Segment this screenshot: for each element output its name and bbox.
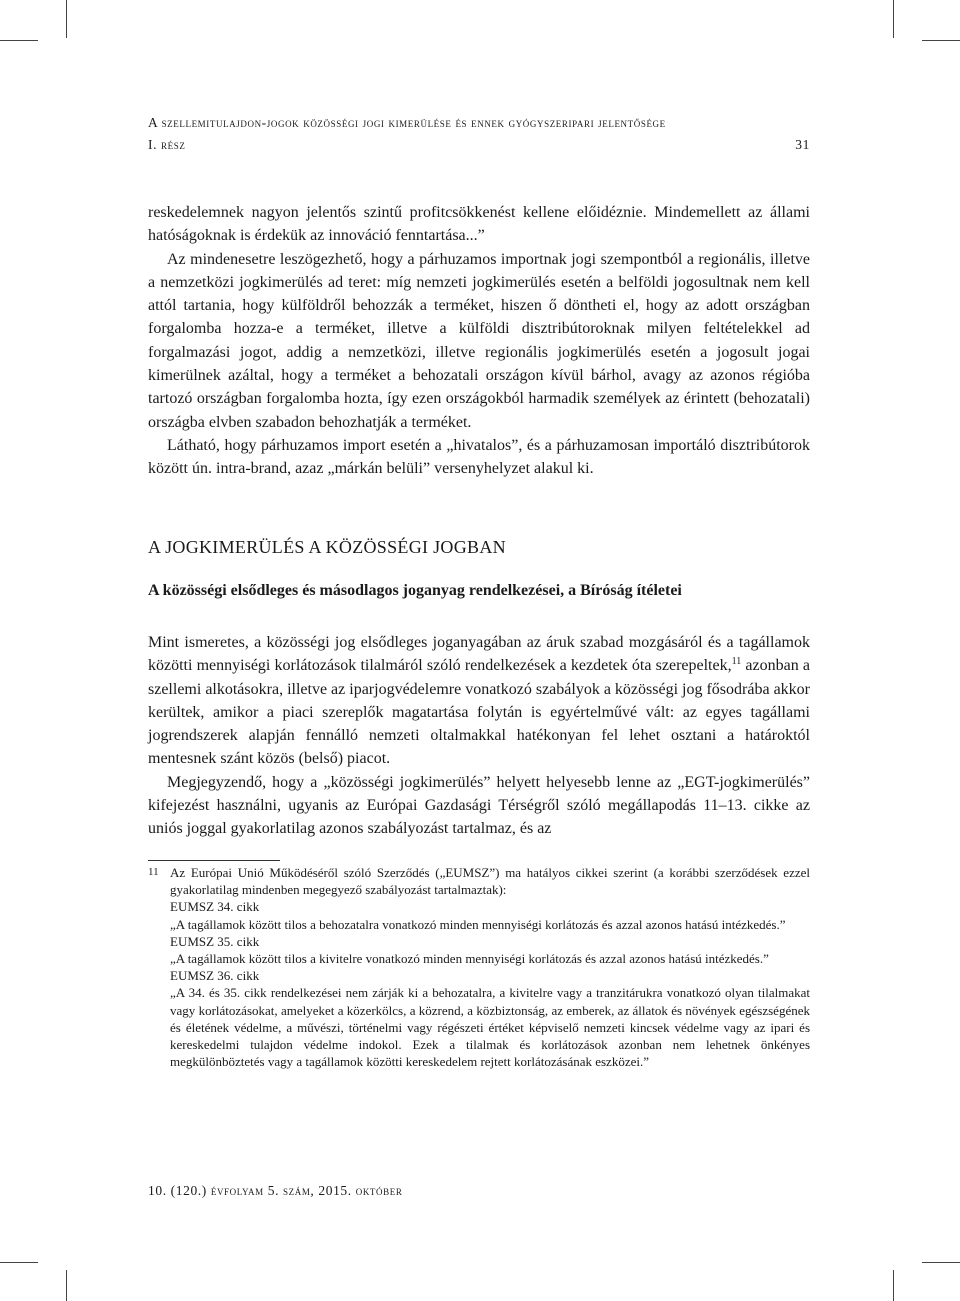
intro-text (148, 201, 810, 481)
footnote-line: „A tagállamok között tilos a kivitelre vonatkozó minden mennyiségi korlátozás és azzal azonos hatású intézkedés.” (170, 951, 769, 967)
paragraph-text: Mint ismeretes, a közösségi jog elsődleges joganyagában az áruk szabad mozgásáról és a tagállamok közötti mennyiségi korlátozások tilalmáról szóló rendelkezések a kezdetek óta szerepeltek, (148, 634, 810, 675)
paragraph-text: azonban a szellemi alkotásokra, illetve az iparjogvédelemre vonatkozó szabályok a közösségi jog fősodrába akkor kerültek, amikor a piaci szereplők magatartása folytán is egyértelművé vált: az egyes tagállami jogrendszerek alapján fennálló nemzeti oltalmakkal hatékonyan fel lehet osztani a határoktól mentesnek szánt közös (belső) piacot. (148, 657, 810, 768)
crop-mark-top-left-v (66, 0, 67, 38)
footnote-line: Az Európai Unió Működéséről szóló Szerződés („EUMSZ”) ma hatályos cikkei szerint (a korábbi szerződések ezzel gyakorlatilag mindenben megegyező szabályozást tartalmaztak): (170, 865, 810, 898)
crop-mark-top-right-h (922, 40, 960, 41)
footnote-separator (148, 860, 280, 861)
footnote-number: 11 (148, 866, 159, 878)
footnote-line: EUMSZ 35. cikk (170, 933, 260, 949)
body-paragraph (148, 631, 810, 771)
section-heading: A JOGKIMERÜLÉS A KÖZÖSSÉGI JOGBAN (148, 537, 506, 557)
crop-mark-bottom-left-h (0, 1262, 38, 1263)
running-head-title: A szellemitulajdon-jogok közösségi jogi kimerülése és ennek gyógyszeripari jelentősége (148, 115, 666, 130)
body-paragraph: Az mindenesetre leszögezhető, hogy a párhuzamos importnak jogi szempontból a regionális, illetve a nemzetközi jogkimerülés ad teret: míg nemzeti jogkimerülés esetén a belföldi jogosultnak nem kell attól tartania, hogy külföldről behozzák a terméket, hiszen ő döntheti el, hogy az adott országban forgalomba hozza-e a terméket, illetve a külföldi disztribútoroknak milyen feltételekkel ad forgalmazási jogot, addig a nemzetközi, illetve regionális jogkimerülés esetén a jogosult jogai kimerülnek azáltal, hogy a terméket a behozatali országon kívül bárhol, avagy az azonos régióba tartozó országban forgalomba hozta, így ezen országokból harmadik személyek az érintett (behozatali) országba elvben szabadon behozhatják a terméket. (148, 250, 810, 431)
crop-mark-top-right-v (893, 0, 894, 38)
footnote-text (170, 864, 810, 1070)
running-head-part: I. rész (148, 137, 186, 152)
body-paragraph: Megjegyzendő, hogy a „közösségi jogkimerülés” helyett helyesebb lenne az „EGT-jogkimerülés” kifejezést használni, ugyanis az Európai Gazdasági Térségről szóló megállapodás 11–13. cikke az uniós joggal gyakorlatilag azonos szabályozást tartalmaz, és az (148, 773, 810, 838)
footnote-line: EUMSZ 34. cikk (170, 899, 260, 915)
running-head (148, 112, 810, 156)
footnote-block (148, 864, 810, 1070)
section-text (148, 631, 810, 841)
body-paragraph: reskedelemnek nagyon jelentős szintű profitcsökkenést kellene előidéznie. Mindemellett az állami hatóságoknak is érdekük az innováció fenntartása...” (148, 204, 810, 245)
subsection-heading: A közösségi elsődleges és másodlagos joganyag rendelkezései, a Bíróság ítéletei (148, 582, 682, 599)
page-number: 31 (795, 137, 810, 152)
crop-mark-bottom-right-v (893, 1270, 894, 1301)
footnote-line: „A 34. és 35. cikk rendelkezései nem zárják ki a behozatalra, a kivitelre vagy a tranzitárukra vonatkozó olyan tilalmakat vagy korlátozásokat, amelyeket a közerkölcs, a közrend, a közbiztonság, az emberek, az állatok és növények egészségének és életének védelme, a művészi, történelmi vagy régészeti értéket képviselő nemzeti kincsek védelme vagy az ipari és kereskedelmi tulajdon védelme indokol. Ezek a tilalmak és korlátozások azonban nem lehetnek önkényes megkülönböztetés vagy a tagállamok közötti kereskedelem rejtett korlátozásának eszközei.” (170, 985, 810, 1070)
crop-mark-bottom-right-h (922, 1262, 960, 1263)
footnote-line: EUMSZ 36. cikk (170, 968, 260, 984)
footnote-line: „A tagállamok között tilos a behozatalra vonatkozó minden mennyiségi korlátozás és azzal azonos hatású intézkedés.” (170, 916, 786, 932)
crop-mark-bottom-left-v (66, 1270, 67, 1301)
footnote-reference[interactable]: 11 (731, 656, 742, 668)
body-paragraph: Látható, hogy párhuzamos import esetén a „hivatalos”, és a párhuzamosan importáló disztribútorok között ún. intra-brand, azaz „márkán belüli” versenyhelyzet alakul ki. (148, 436, 810, 478)
crop-mark-top-left-h (0, 40, 38, 41)
page-footer: 10. (120.) évfolyam 5. szám, 2015. október (148, 1183, 403, 1198)
